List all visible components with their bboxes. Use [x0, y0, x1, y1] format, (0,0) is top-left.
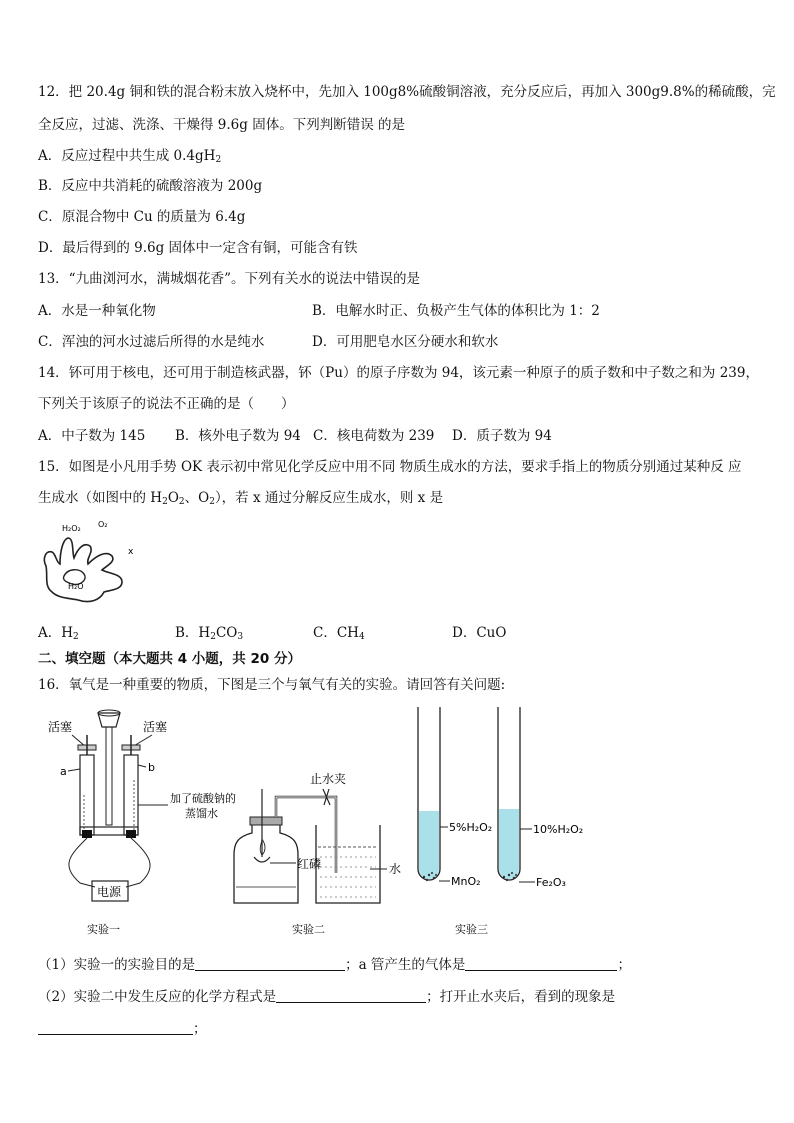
q16-stem: 16．氧气是一种重要的物质，下图是三个与氧气有关的实验。请回答有关问题:: [38, 677, 506, 693]
tube-b: [124, 755, 138, 835]
wire-right: [126, 838, 150, 887]
q13-stem: 13．“九曲浏河水，满城烟花香”。下列有关水的说法中错误的是: [38, 271, 420, 287]
q15-stem-line2-part2: O: [167, 490, 179, 506]
q14-option-b: B．核外电子数为 94: [175, 428, 301, 444]
label-tube-a: a: [60, 765, 67, 778]
label-exp2: 实验二: [292, 923, 325, 936]
q15-sub-3: 2: [209, 497, 215, 507]
tube-b-pointer: [138, 765, 146, 767]
q12-option-c: C．原混合物中 Cu 的质量为 6.4g: [38, 209, 246, 225]
q14-stem-line1: 14．钚可用于核电，还可用于制造核武器，钚（Pu）的原子序数为 94，该元素一种原子的质子数和中子数之和为 239，: [38, 365, 759, 381]
q15-stem-line2-part4: ），若 x 通过分解反应生成水，则 x 是: [214, 490, 444, 506]
q15-option-a-sub: 2: [73, 632, 79, 642]
q16-sub2-text-b: ；打开止水夹后，看到的现象是: [426, 989, 616, 1005]
q12-option-b: B．反应中共消耗的硫酸溶液为 200g: [38, 178, 263, 194]
q16-sub1-text-a: （1）实验一的实验目的是: [38, 957, 196, 973]
label-tube-b: b: [148, 761, 155, 774]
q15-stem-line2-part1: 生成水（如图中的 H: [38, 490, 163, 506]
q16-sub1-blank-1[interactable]: [195, 956, 345, 971]
label-water: 水: [389, 862, 402, 876]
experiment-3-apparatus: [418, 707, 583, 936]
q12-option-d: D．最后得到的 9.6g 固体中一定含有铜，可能含有铁: [38, 240, 358, 256]
q16-sub1-blank-2[interactable]: [465, 956, 617, 971]
q12-option-a: [38, 147, 221, 169]
electrode-right: [126, 830, 136, 838]
wire-left: [69, 838, 95, 887]
ok-hand-figure: [34, 518, 144, 608]
test-tube-1-liquid: [419, 811, 439, 879]
q15-stem-line1: 15．如图是小凡用手势 OK 表示初中常见化学反应中用不同 物质生成水的方法，要求手指上的物质分别通过某种反 应: [38, 459, 742, 475]
label-clamp: 止水夹: [310, 772, 347, 786]
q14-stem-line2: 下列关于该原子的说法不正确的是（ ）: [38, 396, 295, 412]
hand-outline: [44, 538, 122, 602]
label-power: 电源: [97, 885, 122, 899]
q15-option-c-sub: 4: [358, 632, 365, 642]
bottle-stopper: [250, 817, 282, 825]
q15-option-b-sub: 2: [210, 632, 216, 642]
label-water-note-1: 加了硫酸钠的: [170, 792, 236, 805]
experiment-1-apparatus: [48, 710, 236, 936]
q12-stem-line1: 12．把 20.4g 铜和铁的混合粉末放入烧杯中，先加入 100g8%硫酸铜溶液，充分反应后，再加入 300g9.8%的稀硫酸，完: [38, 84, 776, 100]
q12-option-a-subscript: 2: [215, 155, 222, 165]
combustion-spoon: [254, 857, 270, 862]
q15-option-b: [175, 624, 243, 646]
q15-sub-2: 2: [178, 497, 185, 507]
fig-label-h2o2: H₂O₂: [62, 524, 81, 533]
fig-label-o2: O₂: [98, 520, 108, 529]
q12-stem-line2: 全反应，过滤、洗涤、干燥得 9.6g 固体。下列判断错误 的是: [38, 117, 405, 133]
tube-a: [80, 755, 94, 835]
label-exp3: 实验三: [455, 923, 488, 936]
q13-option-a: A．水是一种氧化物: [38, 303, 156, 319]
q13-option-d: D．可用肥皂水区分硬水和软水: [312, 334, 499, 350]
q12-option-a-text: A．反应过程中共生成 0.4gH: [38, 148, 216, 164]
q15-option-a: [38, 624, 79, 646]
label-h2o2-10: 10%H₂O₂: [533, 823, 584, 836]
test-tube-2-liquid: [499, 809, 519, 879]
label-fe2o3: Fe₂O₃: [536, 876, 566, 889]
q15-option-c-text: C．CH: [313, 625, 359, 641]
q14-option-d: D．质子数为 94: [452, 428, 552, 444]
fig-label-h2o: H₂O: [68, 582, 84, 591]
fig-label-x: x: [128, 547, 134, 557]
q15-stem-line2: [38, 489, 443, 511]
beaker: [316, 825, 380, 903]
experiment-figure: [40, 705, 600, 940]
beaker-water-pattern: [320, 857, 376, 897]
label-mno2: MnO₂: [451, 875, 481, 888]
tube-a-pointer: [68, 769, 80, 771]
label-h2o2-5: 5%H₂O₂: [449, 821, 493, 834]
q13-option-b: B．电解水时正、负极产生气体的体积比为 1：2: [312, 303, 600, 319]
q16-sub2: [38, 988, 615, 1006]
q15-option-b-text: B．H: [175, 625, 211, 641]
flame: [260, 839, 265, 855]
q16-sub1-text-b: ；a 管产生的气体是: [345, 957, 466, 973]
electrode-left: [82, 830, 92, 838]
q16-sub2-blank-1[interactable]: [276, 988, 426, 1003]
q15-stem-line2-part3: 、O: [184, 490, 210, 506]
q15-option-a-text: A．H: [38, 625, 74, 641]
label-exp1: 实验一: [87, 923, 120, 936]
q15-sub-1: 2: [162, 497, 168, 507]
q15-option-b-tail: CO: [215, 625, 238, 641]
q14-option-a: A．中子数为 145: [38, 428, 146, 444]
reservoir-stem: [106, 727, 112, 825]
q16-sub2-continued: [38, 1020, 207, 1038]
q15-option-b-sub2: 3: [237, 632, 244, 642]
q13-option-c: C．浑浊的河水过滤后所得的水是纯水: [38, 334, 265, 350]
q16-sub2-text-c: ；: [193, 1021, 207, 1037]
label-water-note-2: 蒸馏水: [185, 807, 218, 820]
label-stopcock-right: 活塞: [143, 720, 168, 734]
experiment-2-apparatus: [234, 771, 401, 936]
section-heading: 二、填空题（本大题共 4 小题，共 20 分）: [38, 651, 301, 667]
q15-option-d: D．CuO: [452, 625, 507, 641]
q15-option-c: [313, 624, 365, 646]
label-stopcock-left: 活塞: [48, 720, 73, 734]
q16-sub1: [38, 956, 631, 974]
label-phosphorus: 红磷: [297, 857, 322, 871]
q14-option-c: C．核电荷数为 239: [313, 428, 435, 444]
q16-sub2-text-a: （2）实验二中发生反应的化学方程式是: [38, 989, 277, 1005]
q16-sub1-text-c: ；: [617, 957, 631, 973]
q16-sub2-blank-2[interactable]: [38, 1020, 193, 1035]
